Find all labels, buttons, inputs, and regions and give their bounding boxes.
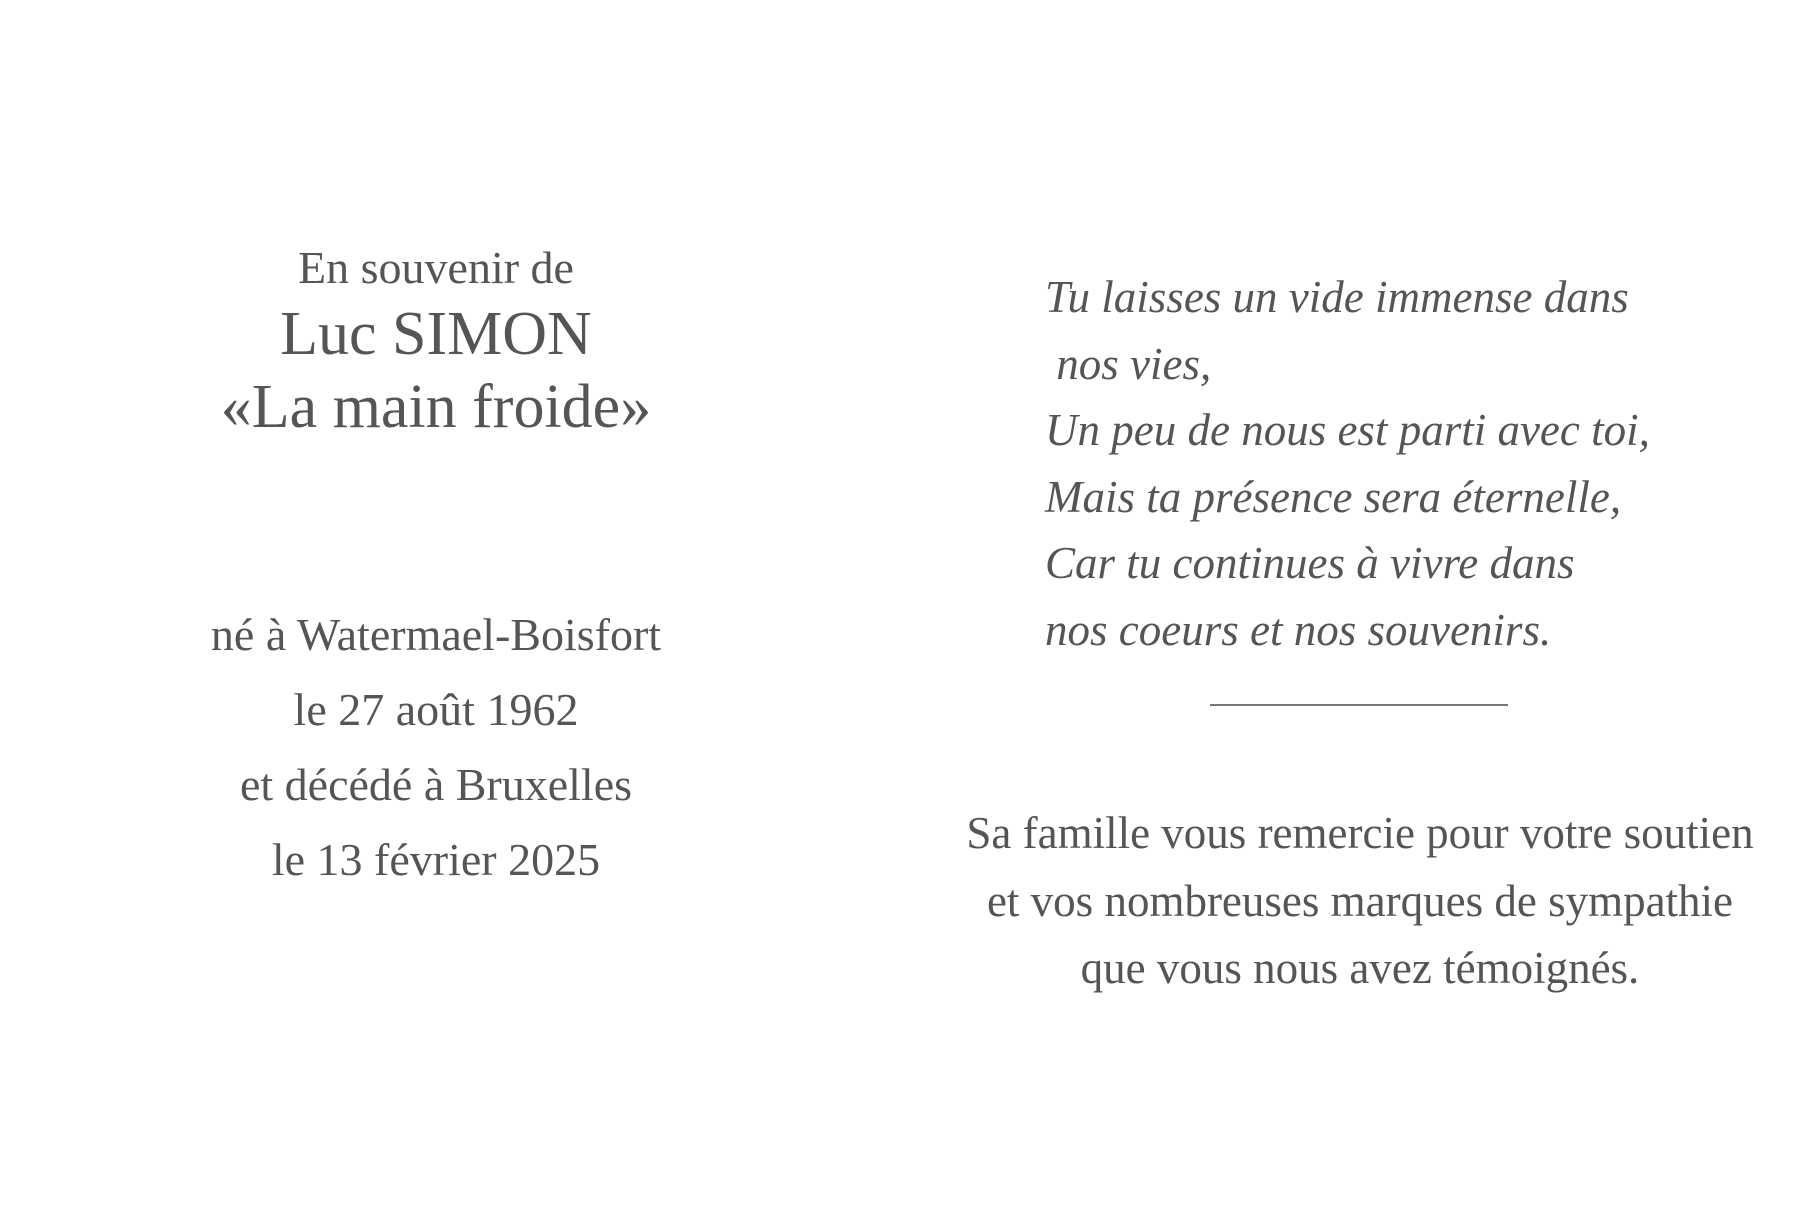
thanks-line: que vous nous avez témoignés.	[1080, 943, 1640, 993]
poem-line: Car tu continues à vivre dans	[1045, 538, 1575, 588]
poem-line: Un peu de nous est parti avec toi,	[1045, 405, 1650, 455]
poem-line: Mais ta présence sera éternelle,	[1045, 471, 1622, 522]
family-thanks	[960, 800, 1760, 1003]
birth-place: né à Watermael-Boisfort	[210, 609, 662, 660]
poem-line: nos coeurs et nos souvenirs.	[1045, 604, 1552, 655]
thanks-line: et vos nombreuses marques de sympathie	[986, 875, 1734, 926]
intro-text: En souvenir de	[298, 242, 574, 293]
birth-death-info	[136, 597, 736, 897]
memorial-heading	[136, 240, 736, 444]
poem-line: nos vies,	[1045, 338, 1212, 389]
death-date: le 13 février 2025	[271, 834, 601, 885]
memorial-poem	[1045, 264, 1745, 663]
deceased-nickname: «La main froide»	[220, 373, 652, 441]
divider-line	[1210, 704, 1508, 706]
thanks-line: Sa famille vous remercie pour votre soutien	[966, 808, 1754, 858]
deceased-name: Luc SIMON	[280, 300, 592, 368]
death-place: et décédé à Bruxelles	[239, 759, 633, 810]
poem-line: Tu laisses un vide immense dans	[1045, 272, 1629, 322]
birth-date: le 27 août 1962	[293, 684, 579, 735]
